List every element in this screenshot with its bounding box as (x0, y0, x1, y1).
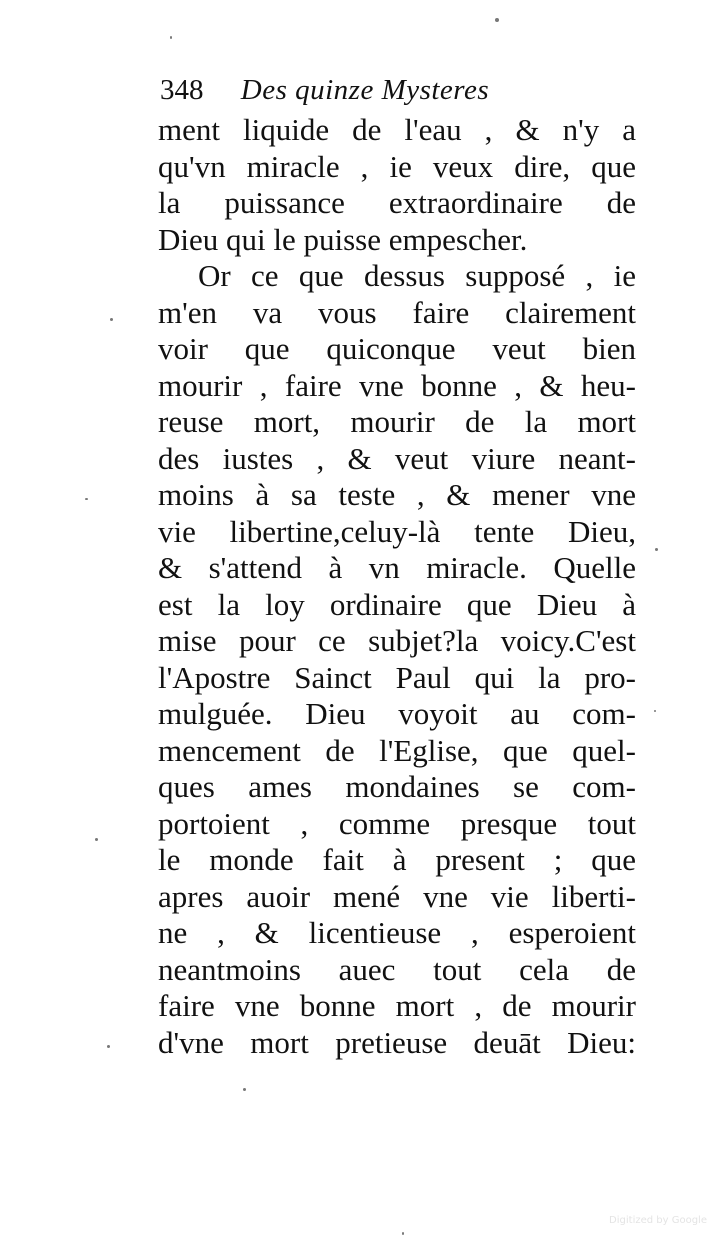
running-title: Des quinze Mysteres (240, 74, 490, 106)
text-line: ques ames mondaines se com- (158, 769, 636, 804)
text-line: l'Apostre Sainct Paul qui la pro- (158, 659, 636, 695)
text-line: mise pour ce subjet?la voicy.C'est (158, 623, 636, 658)
body-text (158, 112, 636, 1061)
scan-speck (402, 1232, 404, 1235)
text-line: neantmoins auec tout cela de (158, 951, 636, 987)
text-line: ment liquide de l'eau , & n'y a (158, 112, 636, 147)
text-line: voir que quiconque veut bien (158, 331, 636, 366)
text-line: d'vne mort pretieuse deuāt Dieu: (158, 1024, 636, 1060)
text-line: portoient , comme presque tout (158, 805, 636, 841)
running-head (160, 70, 630, 110)
text-line: & s'attend à vn miracle. Quelle (158, 550, 636, 585)
digitization-watermark: Digitized by Google (609, 1215, 707, 1226)
scan-speck (243, 1088, 246, 1091)
scan-speck (655, 548, 658, 551)
page-number: 348 (160, 74, 204, 106)
text-line: des iustes , & veut viure neant- (158, 440, 636, 476)
text-line: mourir , faire vne bonne , & heu- (158, 367, 636, 403)
scan-speck (107, 1045, 110, 1048)
scan-speck (495, 18, 499, 22)
text-line: la puissance extraordinaire de (158, 185, 636, 220)
text-line: ne , & licentieuse , esperoient (158, 915, 636, 950)
scan-speck (110, 318, 113, 321)
scan-speck (85, 498, 88, 500)
text-line: qu'vn miracle , ie veux dire, que (158, 148, 636, 184)
text-line: m'en va vous faire clairement (158, 294, 636, 330)
text-line: reuse mort, mourir de la mort (158, 404, 636, 439)
text-line: mulguée. Dieu voyoit au com- (158, 696, 636, 731)
scan-speck (95, 838, 98, 841)
text-line: Or ce que dessus supposé , ie (198, 258, 636, 293)
text-line: est la loy ordinaire que Dieu à (158, 586, 636, 622)
scan-speck (654, 710, 656, 712)
text-line: le monde fait à present ; que (158, 842, 636, 877)
text-line: mencement de l'Eglise, que quel- (158, 732, 636, 768)
text-line: vie libertine,celuy-là tente Dieu, (158, 513, 636, 549)
text-line: moins à sa teste , & mener vne (158, 477, 636, 512)
scan-speck (170, 36, 172, 39)
text-line: Dieu qui le puisse empescher. (158, 221, 528, 257)
text-line: faire vne bonne mort , de mourir (158, 988, 636, 1023)
text-line: apres auoir mené vne vie liberti- (158, 878, 636, 914)
